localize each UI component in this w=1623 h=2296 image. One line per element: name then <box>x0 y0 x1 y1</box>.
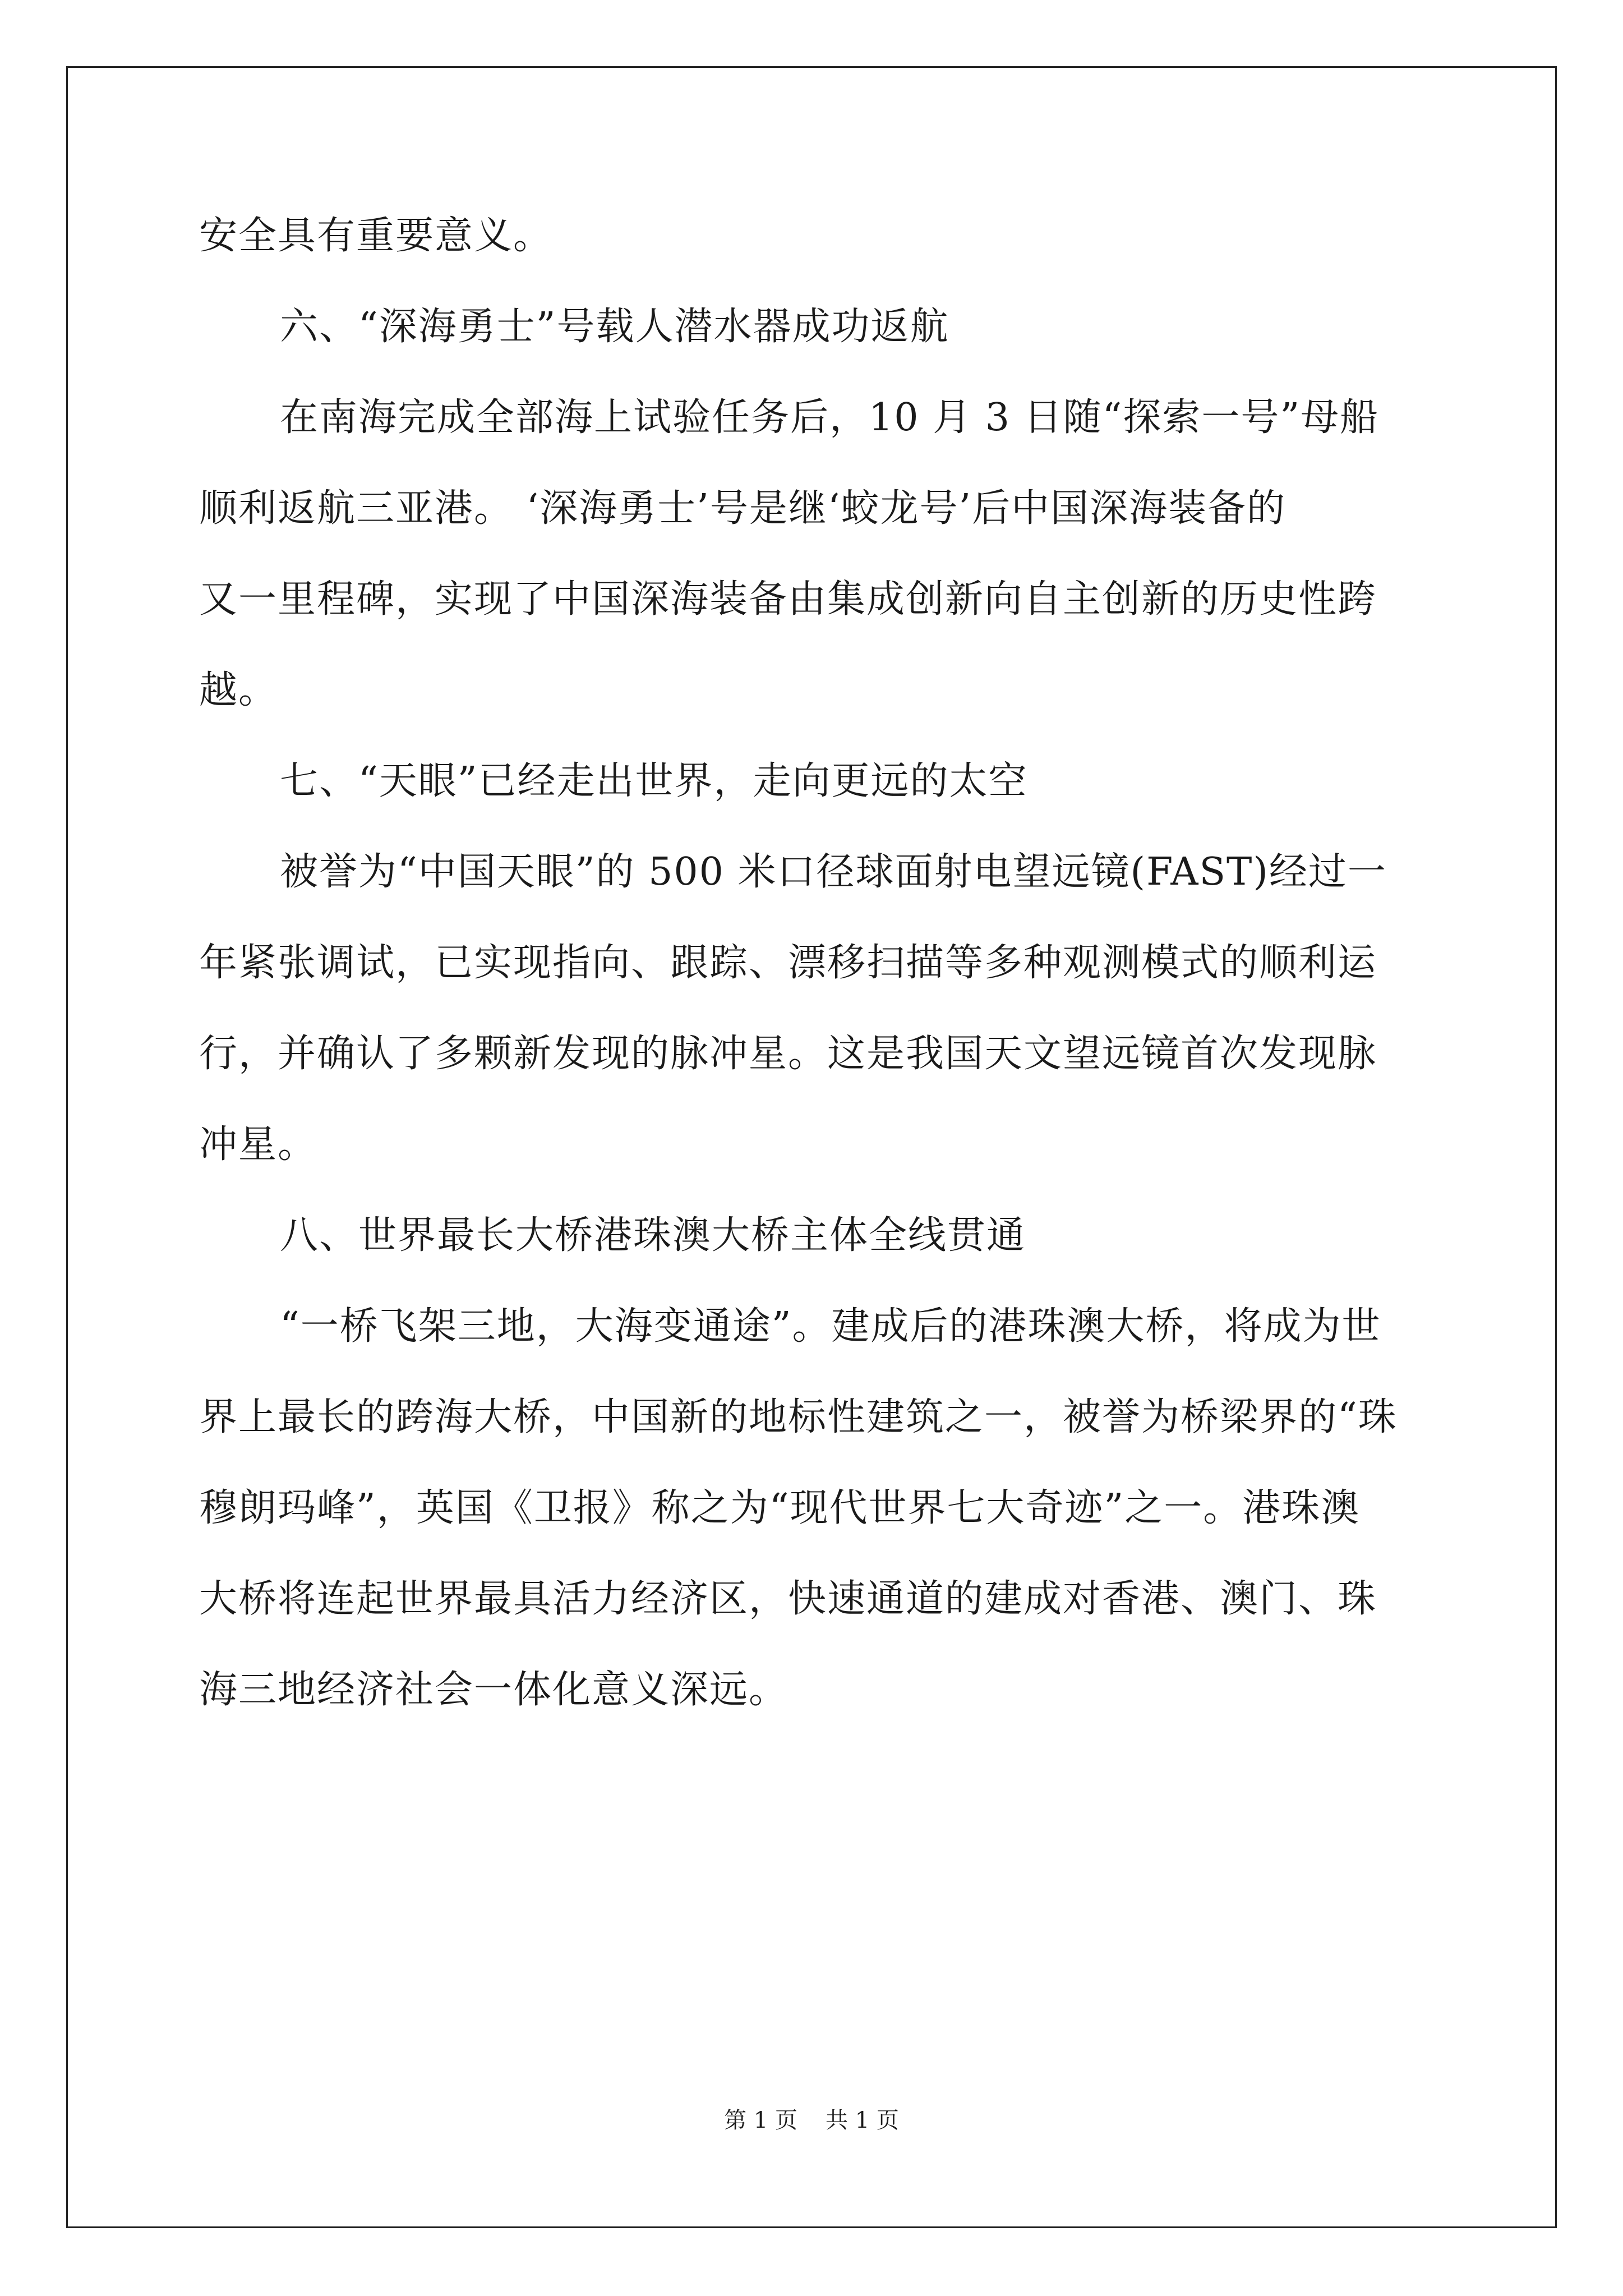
text-line: 又一里程碑，实现了中国深海装备由集成创新向自主创新的历史性跨 <box>199 577 1377 622</box>
page-total: 共 1 页 <box>826 2108 899 2133</box>
section-heading-6: 六、“深海勇士”号载人潜水器成功返航 <box>280 305 949 349</box>
text-line: 海三地经济社会一体化意义深远。 <box>199 1668 789 1712</box>
text-line: 被誉为“中国天眼”的 500 米口径球面射电望远镜(FAST)经过一 <box>280 850 1387 894</box>
text-line: 年紧张调试，已实现指向、跟踪、漂移扫描等多种观测模式的顺利运 <box>199 941 1377 985</box>
text-line: 冲星。 <box>199 1122 317 1167</box>
text-line: “一桥飞架三地，大海变通途”。建成后的港珠澳大桥，将成为世 <box>280 1304 1381 1349</box>
text-line: 大桥将连起世界最具活力经济区，快速通道的建成对香港、澳门、珠 <box>199 1577 1377 1621</box>
document-body <box>199 191 1433 1736</box>
section-heading-8: 八、世界最长大桥港珠澳大桥主体全线贯通 <box>280 1213 1026 1258</box>
text-line: 穆朗玛峰”，英国《卫报》称之为“现代世界七大奇迹”之一。港珠澳 <box>199 1486 1361 1530</box>
page-number: 第 1 页 <box>724 2108 797 2133</box>
text-line: 在南海完成全部海上试验任务后，10 月 3 日随“探索一号”母船 <box>280 395 1380 440</box>
text-line: 顺利返航三亚港。 ‘深海勇士’号是继‘蛟龙号’后中国深海装备的 <box>199 486 1287 531</box>
page-footer <box>0 2105 1623 2136</box>
text-line: 界上最长的跨海大桥，中国新的地标性建筑之一，被誉为桥梁界的“珠 <box>199 1395 1398 1439</box>
section-heading-7: 七、“天眼”已经走出世界，走向更远的太空 <box>280 759 1028 803</box>
text-line: 安全具有重要意义。 <box>199 214 553 258</box>
text-line: 行，并确认了多颗新发现的脉冲星。这是我国天文望远镜首次发现脉 <box>199 1032 1377 1076</box>
text-line: 越。 <box>199 668 278 712</box>
